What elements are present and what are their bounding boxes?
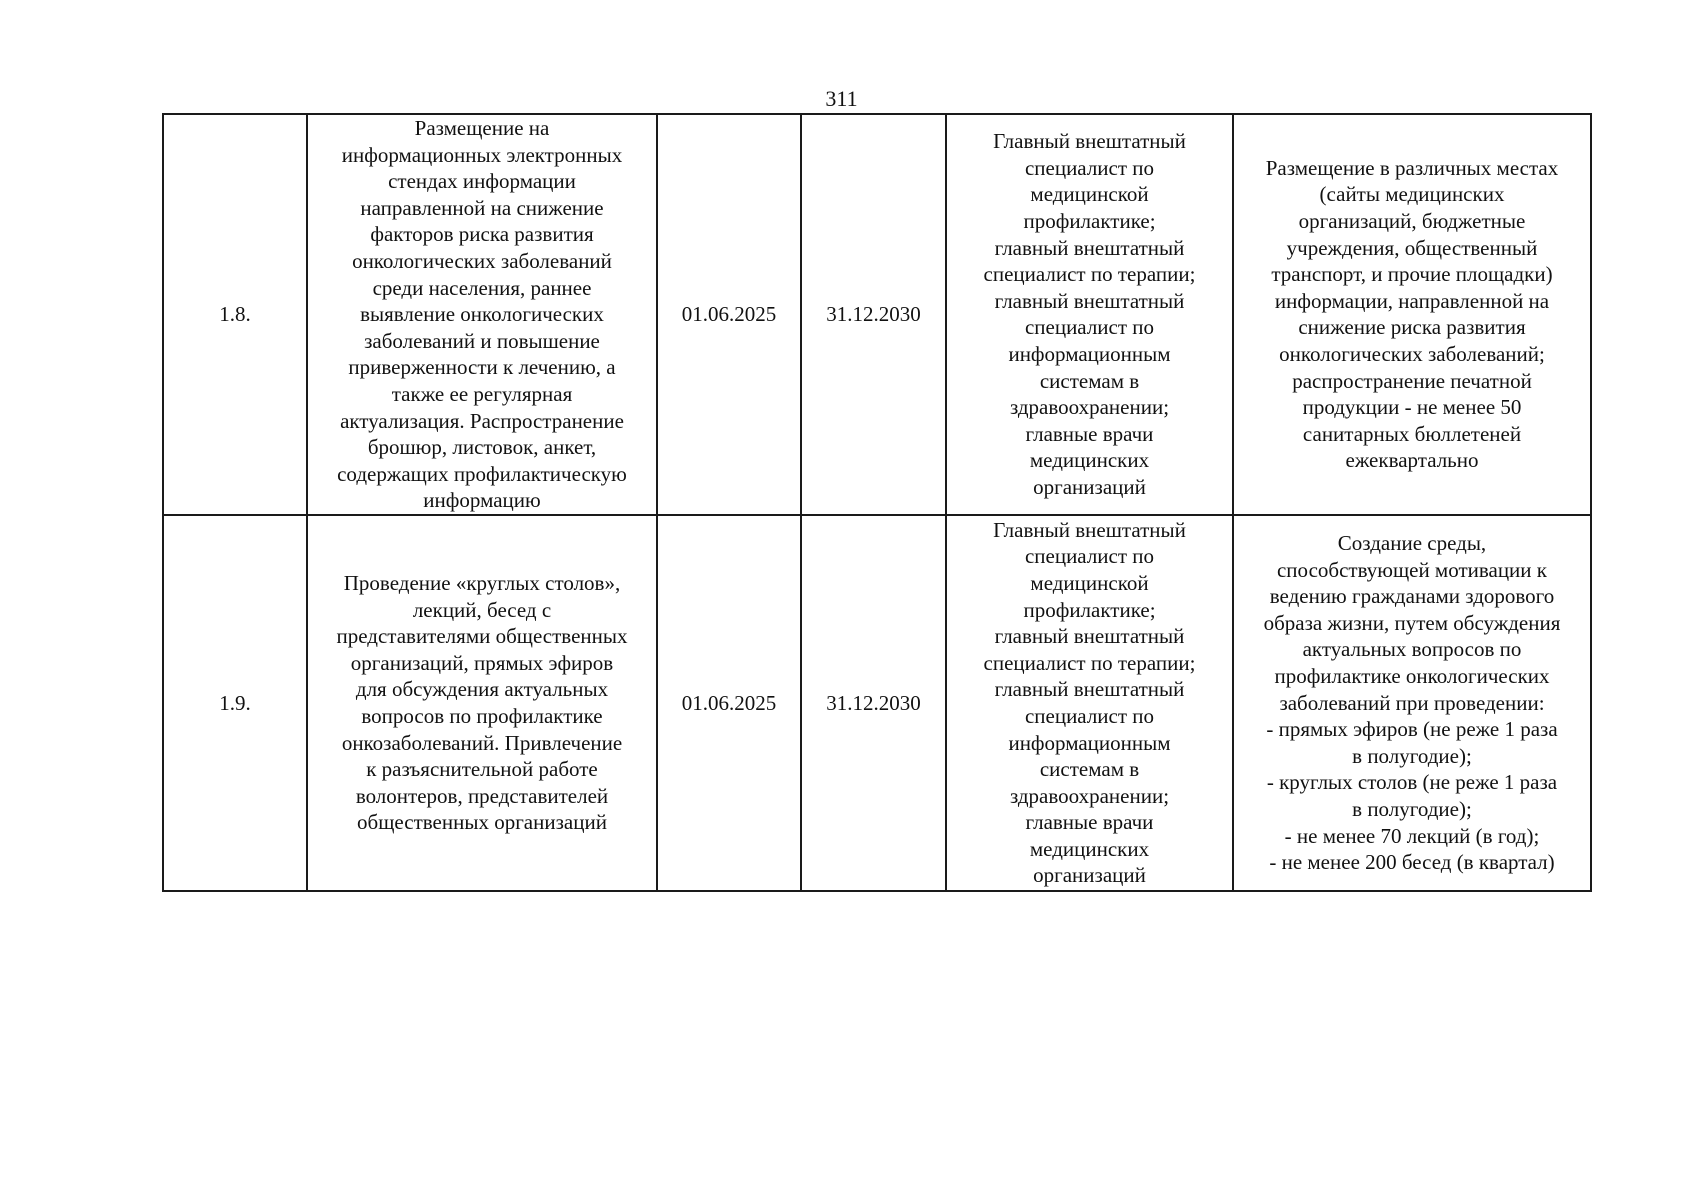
result-text: Создание среды, способствующей мотивации к ведению гражданами здорового образа жизни, путем обсуждения актуальных вопросов по профилактике онкологических заболеваний при проведении: - прямых эфиров (не реже 1 раза в полугодие); - круглых столов (не реже 1 раза в полугодие); - не менее 70 лекций (в год); - не менее 200 бесед (в квартал) [1263, 531, 1561, 875]
start-date-cell [657, 114, 801, 515]
row-number-cell [163, 114, 307, 515]
responsible-cell [946, 515, 1233, 891]
result-cell [1233, 515, 1591, 891]
end-date-cell [801, 114, 946, 515]
measure-cell [307, 114, 657, 515]
end-date-cell [801, 515, 946, 891]
measures-table [162, 113, 1592, 892]
page-number: 311 [825, 86, 858, 111]
result-cell [1233, 114, 1591, 515]
responsible-text: Главный внештатный специалист по медицинской профилактике; главный внештатный специалист по терапии; главный внештатный специалист по информационным системам в здравоохранении; главные врачи медицинских организаций [983, 129, 1196, 500]
row-number: 1.8. [219, 302, 251, 327]
responsible-cell [946, 114, 1233, 515]
table-row [163, 515, 1591, 891]
end-date: 31.12.2030 [826, 302, 921, 327]
measure-cell [307, 515, 657, 891]
start-date: 01.06.2025 [681, 302, 777, 327]
measure-text: Проведение «круглых столов», лекций, бесед с представителями общественных организаций, прямых эфиров для обсуждения актуальных вопросов по профилактике онкозаболеваний. Привлечение к разъяснительной работе волонтеров, представителей общественных организаций [336, 570, 628, 835]
row-number: 1.9. [219, 690, 251, 715]
responsible-text: Главный внештатный специалист по медицинской профилактике; главный внештатный специалист по терапии; главный внештатный специалист по информационным системам в здравоохранении; главные врачи медицинских организаций [983, 517, 1196, 888]
start-date-cell [657, 515, 801, 891]
row-number-cell [163, 515, 307, 891]
end-date: 31.12.2030 [826, 690, 921, 715]
result-text: Размещение в различных местах (сайты медицинских организаций, бюджетные учреждения, общественный транспорт, и прочие площадки) информации, направленной на снижение риска развития онкологических заболеваний; распространение печатной продукции - не менее 50 санитарных бюллетеней ежеквартально [1265, 155, 1559, 473]
start-date: 01.06.2025 [681, 690, 777, 715]
table-row [163, 114, 1591, 515]
measure-text: Размещение на информационных электронных стендах информации направленной на снижение факторов риска развития онкологических заболеваний среди населения, раннее выявление онкологических заболеваний и повышение приверженности к лечению, а также ее регулярная актуализация. Распространение брошюр, листовок, анкет, содержащих профилактическую информацию [337, 116, 627, 513]
